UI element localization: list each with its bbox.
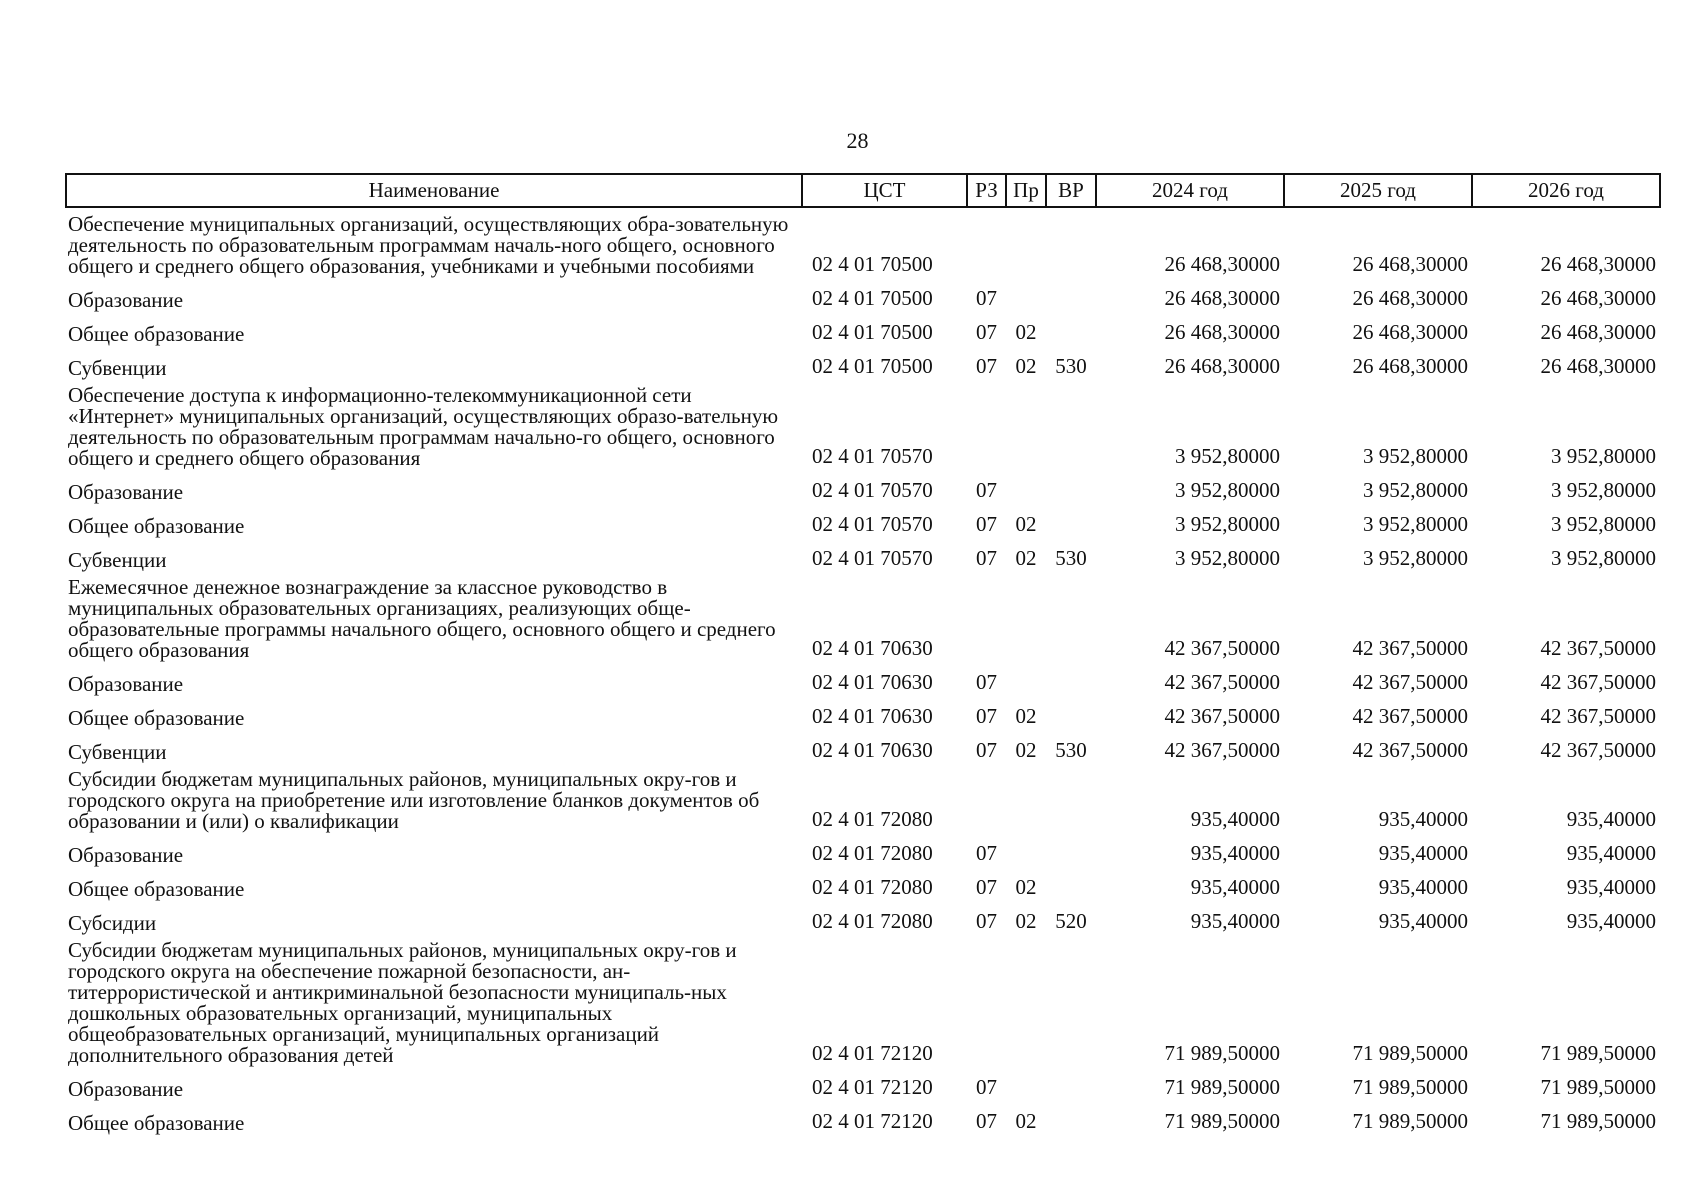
cell-cst: 02 4 01 72080 — [812, 841, 933, 865]
cell-year-2026: 42 367,50000 — [1540, 636, 1656, 660]
cell-name: Субсидии — [68, 911, 157, 935]
cell-year-2024: 935,40000 — [1190, 841, 1280, 865]
cell-rz: 07 — [976, 286, 997, 310]
header-rz: РЗ — [967, 174, 1006, 207]
cell-rz: 07 — [976, 875, 997, 899]
cell-rz: 07 — [976, 738, 997, 762]
header-year-2026: 2026 год — [1472, 174, 1660, 207]
table-row — [66, 345, 1660, 379]
cell-cst: 02 4 01 72080 — [812, 909, 933, 933]
cell-pr: 02 — [1015, 909, 1037, 933]
table-row — [66, 832, 1660, 866]
page-number: 28 — [846, 128, 869, 153]
cell-year-2026: 3 952,80000 — [1551, 478, 1656, 502]
cell-name: Общее образование — [68, 877, 245, 901]
cell-cst: 02 4 01 70630 — [812, 738, 933, 762]
cell-vr: 530 — [1055, 354, 1087, 378]
cell-year-2025: 935,40000 — [1378, 807, 1468, 831]
cell-year-2026: 26 468,30000 — [1540, 252, 1656, 276]
cell-cst: 02 4 01 70570 — [812, 444, 933, 468]
cell-name: Субвенции — [68, 356, 167, 380]
header-pr: Пр — [1006, 174, 1046, 207]
cell-rz: 07 — [976, 512, 997, 536]
cell-name: Субвенции — [68, 548, 167, 572]
cell-year-2024: 71 989,50000 — [1164, 1075, 1280, 1099]
cell-pr — [1006, 571, 1046, 661]
table-row — [66, 379, 1660, 469]
cell-year-2024: 935,40000 — [1190, 807, 1280, 831]
cell-year-2025: 71 989,50000 — [1352, 1075, 1468, 1099]
cell-rz: 07 — [976, 320, 997, 344]
table-row — [66, 571, 1660, 661]
cell-year-2025: 3 952,80000 — [1363, 444, 1468, 468]
cell-name: Общее образование — [68, 1111, 245, 1135]
cell-year-2024: 935,40000 — [1190, 909, 1280, 933]
cell-pr: 02 — [1015, 546, 1037, 570]
cell-rz — [967, 207, 1006, 277]
cell-vr — [1046, 311, 1096, 345]
header-vr: ВР — [1046, 174, 1096, 207]
cell-cst: 02 4 01 72120 — [812, 1075, 933, 1099]
cell-year-2026: 3 952,80000 — [1551, 444, 1656, 468]
cell-rz: 07 — [976, 841, 997, 865]
table-header-row — [66, 174, 1660, 207]
cell-year-2024: 3 952,80000 — [1175, 546, 1280, 570]
cell-name: Общее образование — [68, 322, 245, 346]
cell-pr: 02 — [1015, 704, 1037, 728]
cell-rz: 07 — [976, 909, 997, 933]
cell-vr: 530 — [1055, 546, 1087, 570]
cell-pr — [1006, 832, 1046, 866]
cell-year-2025: 3 952,80000 — [1363, 546, 1468, 570]
table-body — [66, 207, 1660, 1134]
cell-year-2024: 26 468,30000 — [1164, 286, 1280, 310]
cell-year-2024: 42 367,50000 — [1164, 704, 1280, 728]
cell-name: Ежемесячное денежное вознаграждение за классное руководство в муниципальных образовательных организациях, реализующих обще-образовательные программы начального общего, основного общего и среднего общего образования — [68, 575, 776, 662]
cell-year-2026: 935,40000 — [1566, 875, 1656, 899]
table-row — [66, 934, 1660, 1066]
cell-pr — [1006, 277, 1046, 311]
cell-year-2026: 935,40000 — [1566, 909, 1656, 933]
table-row — [66, 537, 1660, 571]
cell-cst: 02 4 01 72080 — [812, 807, 933, 831]
cell-name: Образование — [68, 480, 184, 504]
cell-rz: 07 — [976, 546, 997, 570]
cell-vr: 530 — [1055, 738, 1087, 762]
cell-rz — [967, 379, 1006, 469]
cell-rz: 07 — [976, 704, 997, 728]
cell-pr: 02 — [1015, 738, 1037, 762]
cell-year-2024: 3 952,80000 — [1175, 478, 1280, 502]
cell-name: Образование — [68, 288, 184, 312]
cell-cst: 02 4 01 70500 — [812, 320, 933, 344]
table-row — [66, 729, 1660, 763]
cell-vr — [1046, 832, 1096, 866]
cell-vr — [1046, 207, 1096, 277]
cell-rz: 07 — [976, 1109, 997, 1133]
cell-rz: 07 — [976, 478, 997, 502]
cell-cst: 02 4 01 70630 — [812, 636, 933, 660]
table-row — [66, 1066, 1660, 1100]
cell-vr — [1046, 866, 1096, 900]
cell-name: Обеспечение доступа к информационно-телекоммуникационной сети «Интернет» муниципальных организаций, осуществляющих образо-вательную деятельность по образовательным программам начально-го общего, основного общего и среднего общего образования — [68, 383, 779, 470]
cell-year-2025: 42 367,50000 — [1352, 670, 1468, 694]
budget-table — [65, 173, 1661, 1134]
cell-year-2026: 935,40000 — [1566, 841, 1656, 865]
cell-year-2026: 3 952,80000 — [1551, 546, 1656, 570]
cell-year-2024: 3 952,80000 — [1175, 512, 1280, 536]
cell-rz: 07 — [976, 354, 997, 378]
cell-year-2026: 71 989,50000 — [1540, 1041, 1656, 1065]
cell-year-2025: 3 952,80000 — [1363, 478, 1468, 502]
cell-vr — [1046, 379, 1096, 469]
cell-rz: 07 — [976, 670, 997, 694]
table-row — [66, 1100, 1660, 1134]
cell-pr — [1006, 934, 1046, 1066]
cell-vr — [1046, 469, 1096, 503]
cell-pr: 02 — [1015, 512, 1037, 536]
cell-year-2025: 42 367,50000 — [1352, 704, 1468, 728]
cell-vr — [1046, 1066, 1096, 1100]
cell-cst: 02 4 01 70500 — [812, 286, 933, 310]
table-row — [66, 469, 1660, 503]
cell-year-2025: 26 468,30000 — [1352, 286, 1468, 310]
cell-name: Субсидии бюджетам муниципальных районов, муниципальных окру-гов и городского округа на приобретение или изготовление бланков документов об образовании и (или) о квалификации — [68, 767, 760, 833]
cell-vr — [1046, 763, 1096, 832]
cell-vr — [1046, 503, 1096, 537]
cell-cst: 02 4 01 72120 — [812, 1041, 933, 1065]
cell-year-2026: 71 989,50000 — [1540, 1075, 1656, 1099]
cell-year-2025: 71 989,50000 — [1352, 1109, 1468, 1133]
cell-vr: 520 — [1055, 909, 1087, 933]
cell-cst: 02 4 01 70630 — [812, 704, 933, 728]
cell-pr — [1006, 763, 1046, 832]
table-row — [66, 311, 1660, 345]
cell-pr: 02 — [1015, 875, 1037, 899]
table-row — [66, 661, 1660, 695]
cell-year-2026: 71 989,50000 — [1540, 1109, 1656, 1133]
table-row — [66, 763, 1660, 832]
header-name: Наименование — [66, 174, 802, 207]
cell-year-2024: 71 989,50000 — [1164, 1109, 1280, 1133]
cell-pr — [1006, 469, 1046, 503]
header-year-2024: 2024 год — [1096, 174, 1284, 207]
cell-year-2024: 42 367,50000 — [1164, 636, 1280, 660]
cell-vr — [1046, 571, 1096, 661]
header-cst: ЦСТ — [802, 174, 967, 207]
cell-year-2025: 935,40000 — [1378, 875, 1468, 899]
cell-year-2024: 42 367,50000 — [1164, 670, 1280, 694]
cell-vr — [1046, 934, 1096, 1066]
cell-cst: 02 4 01 70500 — [812, 252, 933, 276]
cell-name: Образование — [68, 1077, 184, 1101]
table-row — [66, 695, 1660, 729]
cell-vr — [1046, 277, 1096, 311]
cell-cst: 02 4 01 72080 — [812, 875, 933, 899]
cell-year-2026: 935,40000 — [1566, 807, 1656, 831]
cell-cst: 02 4 01 70500 — [812, 354, 933, 378]
table-row — [66, 900, 1660, 934]
cell-name: Субсидии бюджетам муниципальных районов, муниципальных окру-гов и городского округа на обеспечение пожарной безопасности, ан-титеррористической и антикриминальной безопасности муниципаль-ных дошкольных образовательных организаций, муниципальных общеобразовательных организаций, муниципальных организаций дополнительного образования детей — [68, 938, 737, 1067]
cell-pr: 02 — [1015, 1109, 1037, 1133]
cell-year-2026: 26 468,30000 — [1540, 286, 1656, 310]
cell-pr — [1006, 379, 1046, 469]
table-row — [66, 207, 1660, 277]
cell-year-2026: 26 468,30000 — [1540, 354, 1656, 378]
cell-year-2024: 26 468,30000 — [1164, 252, 1280, 276]
cell-year-2025: 26 468,30000 — [1352, 252, 1468, 276]
cell-rz — [967, 934, 1006, 1066]
cell-year-2026: 42 367,50000 — [1540, 738, 1656, 762]
cell-pr — [1006, 661, 1046, 695]
table-row — [66, 277, 1660, 311]
cell-name: Субвенции — [68, 740, 167, 764]
cell-vr — [1046, 1100, 1096, 1134]
cell-cst: 02 4 01 70570 — [812, 478, 933, 502]
cell-year-2024: 71 989,50000 — [1164, 1041, 1280, 1065]
cell-name: Общее образование — [68, 706, 245, 730]
cell-rz — [967, 763, 1006, 832]
cell-name: Образование — [68, 672, 184, 696]
cell-year-2025: 3 952,80000 — [1363, 512, 1468, 536]
table-row — [66, 866, 1660, 900]
cell-cst: 02 4 01 70570 — [812, 512, 933, 536]
cell-vr — [1046, 695, 1096, 729]
cell-cst: 02 4 01 70570 — [812, 546, 933, 570]
cell-pr — [1006, 1066, 1046, 1100]
cell-year-2026: 42 367,50000 — [1540, 670, 1656, 694]
cell-name: Обеспечение муниципальных организаций, осуществляющих обра-зовательную деятельность по образовательным программам началь-ного общего, основного общего и среднего общего образования, учебниками и учебными пособиями — [68, 212, 789, 278]
table-row — [66, 503, 1660, 537]
cell-year-2024: 935,40000 — [1190, 875, 1280, 899]
cell-pr: 02 — [1015, 320, 1037, 344]
cell-year-2026: 26 468,30000 — [1540, 320, 1656, 344]
cell-cst: 02 4 01 72120 — [812, 1109, 933, 1133]
cell-cst: 02 4 01 70630 — [812, 670, 933, 694]
cell-year-2025: 26 468,30000 — [1352, 354, 1468, 378]
cell-year-2026: 3 952,80000 — [1551, 512, 1656, 536]
cell-year-2025: 42 367,50000 — [1352, 738, 1468, 762]
header-year-2025: 2025 год — [1284, 174, 1472, 207]
cell-year-2026: 42 367,50000 — [1540, 704, 1656, 728]
cell-rz — [967, 571, 1006, 661]
cell-year-2025: 71 989,50000 — [1352, 1041, 1468, 1065]
cell-year-2024: 26 468,30000 — [1164, 320, 1280, 344]
cell-year-2024: 3 952,80000 — [1175, 444, 1280, 468]
cell-year-2025: 26 468,30000 — [1352, 320, 1468, 344]
cell-pr — [1006, 207, 1046, 277]
cell-rz: 07 — [976, 1075, 997, 1099]
cell-name: Общее образование — [68, 514, 245, 538]
cell-year-2025: 935,40000 — [1378, 909, 1468, 933]
cell-year-2024: 42 367,50000 — [1164, 738, 1280, 762]
cell-pr: 02 — [1015, 354, 1037, 378]
cell-name: Образование — [68, 843, 184, 867]
cell-year-2025: 935,40000 — [1378, 841, 1468, 865]
cell-vr — [1046, 661, 1096, 695]
cell-year-2025: 42 367,50000 — [1352, 636, 1468, 660]
cell-year-2024: 26 468,30000 — [1164, 354, 1280, 378]
